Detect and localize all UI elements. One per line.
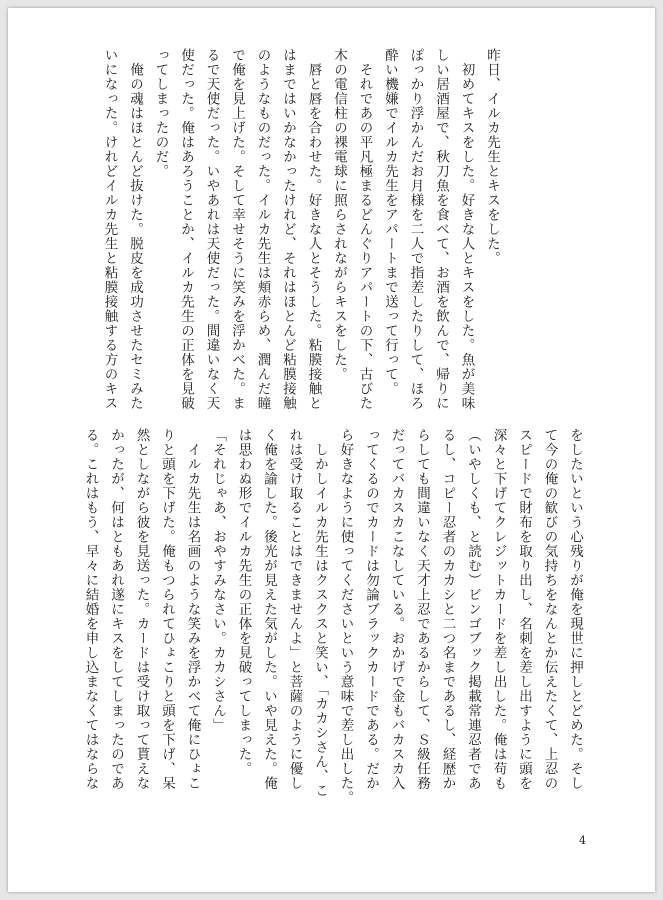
text-line: ってしまったのだ。 [152, 48, 169, 179]
text-line: それであの平凡極まるどんぐりアパートの下、古びた [356, 48, 373, 411]
text-line: だってバカスカこなしている。おかげで金もバカスカ入 [388, 428, 405, 791]
text-line: 初めてキスをした。好きな人とキスをした。魚が美味 [458, 48, 475, 411]
text-line: ぽっかり浮かんだお月様を二人で指差したりして、ほろ [407, 48, 424, 411]
text-line: 「それじゃあ、おやすみなさい。カカシさん」 [210, 428, 226, 733]
text-line: るし、コピー忍者のカカシと二つ名まであるし、経歴か [439, 428, 456, 791]
text-line: 深々と下げてクレジットカードを差し出した。俺は苟も [490, 428, 507, 791]
page-number: 4 [579, 834, 586, 847]
text-line: いになった。けれどイルカ先生と粘膜接触する方のキス [101, 48, 118, 411]
text-line: る。これはもう、早々に結婚を申し込まなくてはならな [82, 428, 99, 791]
text-line: ら好きなように使ってくださいという意味で差し出した。 [337, 428, 354, 805]
text-line: はまではいかなかったけれど、それはほとんど粘膜接触 [280, 48, 296, 411]
text-line: しい居酒屋で、秋刀魚を食べて、お酒を飲んで、帰りに [433, 48, 449, 411]
text-line: ってくるのでカードは勿論ブラックカードである。だか [363, 428, 379, 791]
text-line: らしても間違いなく天才上忍であるからして、Ｓ級任務 [414, 428, 430, 791]
text-line: （いやしくも、と読む）ビンゴブック掲載常連忍者であ [465, 428, 481, 791]
text-line: く俺を諭した。後光が見えた気がした。いや見えた。俺 [261, 428, 277, 791]
text-block-top [96, 48, 504, 411]
text-line: 酔い機嫌でイルカ先生をアパートまで送って行って。 [382, 48, 398, 396]
text-line: 使だった。俺はあろうことか、イルカ先生の正体を見破 [178, 48, 194, 411]
text-line: りと頭を下げた。俺もつられてひょこりと頭を下げ、呆 [159, 428, 175, 791]
text-line: のようなものだった。イルカ先生は頬赤らめ、潤んだ瞳 [254, 48, 271, 411]
document-page [8, 8, 655, 892]
text-line: 昨日、イルカ先生とキスをした。 [484, 48, 500, 266]
text-line: かったが、何はともあれ遂にキスをしてしまったのであ [108, 428, 124, 791]
text-line: 木の電信柱の裸電球に照らされながらキスをした。 [331, 48, 347, 382]
text-line: 唇と唇を合わせた。好きな人とそうした。粘膜接触と [305, 48, 322, 411]
text-line: 然としながら彼を見送った。カードは受け取って貰えな [133, 428, 150, 791]
text-line: しかしイルカ先生はクスクスと笑い、「カカシさん、こ [312, 428, 328, 799]
text-line: て今の俺の歓びの気持ちをなんとか伝えたくて、上忍の [541, 428, 558, 791]
text-line: 俺の魂はほとんど抜けた。脱皮を成功させたセミみた [127, 48, 143, 411]
text-block-bottom [77, 428, 587, 805]
text-line: をしたいという心残りが俺を現世に押しとどめた。そし [567, 428, 583, 791]
text-line: スピードで財布を取り出し、名刺を差し出すように頭を [516, 428, 532, 791]
text-line: で俺を見上げた。そして幸せそうに笑みを浮かべた。ま [229, 48, 245, 411]
text-line: るで天使だった。いやあれは天使だった。間違いなく天 [203, 48, 220, 411]
text-line: は思わぬ形でイルカ先生の正体を見破ってしまった。 [235, 428, 252, 776]
text-line: れは受け取ることはできませんよ」と菩薩のように優し [286, 428, 303, 791]
text-line: イルカ先生は名画のような笑みを浮かべて俺にひょこ [184, 428, 201, 791]
